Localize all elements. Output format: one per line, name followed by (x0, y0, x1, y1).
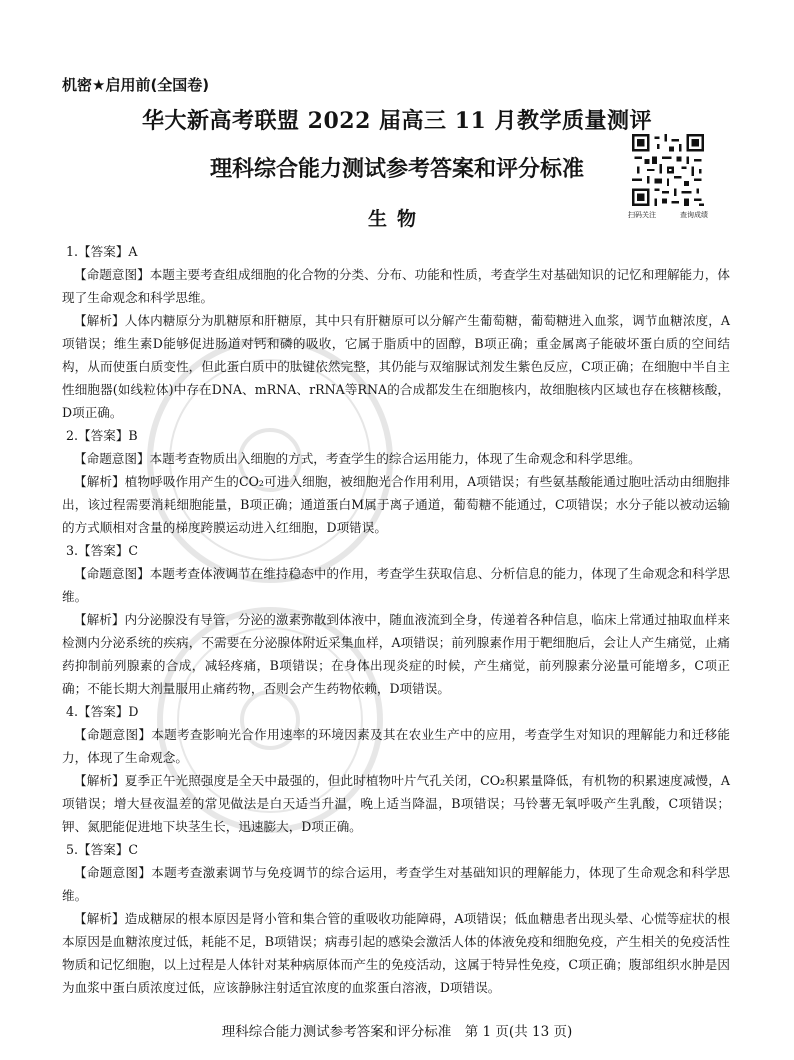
question-block (62, 539, 730, 700)
confidential-label: 机密★启用前(全国卷) (62, 76, 210, 94)
answer-line: 【答案】C (78, 842, 139, 857)
answer-line: 【答案】D (78, 704, 139, 719)
answer-line: 【答案】C (78, 543, 139, 558)
analysis-paragraph: 【解析】夏季正午光照强度是全天中最强的，但此时植物叶片气孔关闭，CO₂积累量降低，有机物的积累速度减慢，A项错误；增大昼夜温差的常见做法是白天适当升温，晚上适当降温，B项错误；马铃薯无氧呼吸产生乳酸，C项错误；钾、氮肥能促进地下块茎生长，迅速膨大，D项正确。 (62, 773, 730, 834)
qr-caption (628, 210, 708, 220)
page-footer: 理科综合能力测试参考答案和评分标准 第 1 页(共 13 页) (221, 1024, 573, 1040)
qr-caption-right: 查询成绩 (680, 211, 708, 219)
intent-paragraph: 【命题意图】本题考查物质出入细胞的方式，考查学生的综合运用能力，体现了生命观念和科学思维。 (74, 451, 641, 466)
question-block (62, 240, 730, 424)
question-number: 2. (66, 428, 79, 443)
question-block (62, 700, 730, 838)
question-number: 3. (66, 543, 79, 558)
subject-heading: 生物 (367, 208, 426, 230)
question-block (62, 424, 730, 539)
analysis-paragraph: 【解析】内分泌腺没有导管，分泌的激素弥散到体液中，随血液流到全身，传递着各种信息，临床上常通过抽取血样来检测内分泌系统的疾病，不需要在分泌腺体附近采集血样，A项错误；前列腺素作用于靶细胞后，会让人产生痛觉，止痛药抑制前列腺素的合成，减轻疼痛，B项错误；在身体出现炎症的时候，产生痛觉，前列腺素分泌量可能增多，C项正确；不能长期大剂量服用止痛药物，否则会产生药物依赖，D项错误。 (62, 612, 730, 696)
intent-paragraph: 【命题意图】本题主要考查组成细胞的化合物的分类、分布、功能和性质，考查学生对基础知识的记忆和理解能力，体现了生命观念和科学思维。 (62, 267, 730, 305)
intent-paragraph: 【命题意图】本题考查影响光合作用速率的环境因素及其在农业生产中的应用，考查学生对知识的理解能力和迁移能力，体现了生命观念。 (62, 727, 730, 765)
analysis-paragraph: 【解析】造成糖尿的根本原因是肾小管和集合管的重吸收功能障碍，A项错误；低血糖患者出现头晕、心慌等症状的根本原因是血糖浓度过低，耗能不足，B项错误；病毒引起的感染会激活人体的体液免疫和细胞免疫，产生相关的免疫活性物质和记忆细胞，以上过程是人体针对某种病原体而产生的免疫活动，这属于特异性免疫，C项正确；腹部组织水肿是因为血浆中蛋白质浓度过低，应该静脉注射适宜浓度的血浆蛋白溶液，D项错误。 (62, 911, 730, 995)
question-number: 5. (66, 842, 79, 857)
answer-line: 【答案】A (78, 244, 138, 259)
qr-caption-left: 扫码关注 (628, 211, 656, 219)
question-block (62, 838, 730, 999)
answer-content (62, 240, 730, 999)
analysis-paragraph: 【解析】人体内糖原分为肌糖原和肝糖原，其中只有肝糖原可以分解产生葡萄糖，葡萄糖进入血浆，调节血糖浓度，A项错误；维生素D能够促进肠道对钙和磷的吸收，它属于脂质中的固醇，B项正确；重金属离子能破坏蛋白质的空间结构，从而使蛋白质变性，但此蛋白质中的肽键依然完整，其仍能与双缩脲试剂发生紫色反应，C项正确；在细胞中半自主性细胞器(如线粒体)中存在DNA、mRNA、rRNA等RNA的合成都发生在细胞核内，故细胞核内区域也存在核糖核酸，D项正确。 (62, 313, 730, 420)
exam-title: 华大新高考联盟 2022 届高三 11 月教学质量测评 (142, 108, 652, 134)
question-number: 4. (66, 704, 79, 719)
question-number: 1. (66, 244, 79, 259)
qr-code-icon (632, 134, 704, 206)
answer-line: 【答案】B (78, 428, 138, 443)
document-subtitle: 理科综合能力测试参考答案和评分标准 (209, 157, 584, 182)
intent-paragraph: 【命题意图】本题考查体液调节在维持稳态中的作用，考查学生获取信息、分析信息的能力，体现了生命观念和科学思维。 (62, 566, 730, 604)
analysis-paragraph: 【解析】植物呼吸作用产生的CO₂可进入细胞，被细胞光合作用利用，A项错误；有些氨基酸能通过胞吐活动由细胞排出，该过程需要消耗细胞能量，B项正确；通道蛋白M属于离子通道，葡萄糖不能通过，C项错误；水分子能以被动运输的方式顺相对含量的梯度跨膜运动进入红细胞，D项错误。 (62, 474, 730, 535)
intent-paragraph: 【命题意图】本题考查激素调节与免疫调节的综合运用，考查学生对基础知识的理解能力，体现了生命观念和科学思维。 (62, 865, 730, 903)
